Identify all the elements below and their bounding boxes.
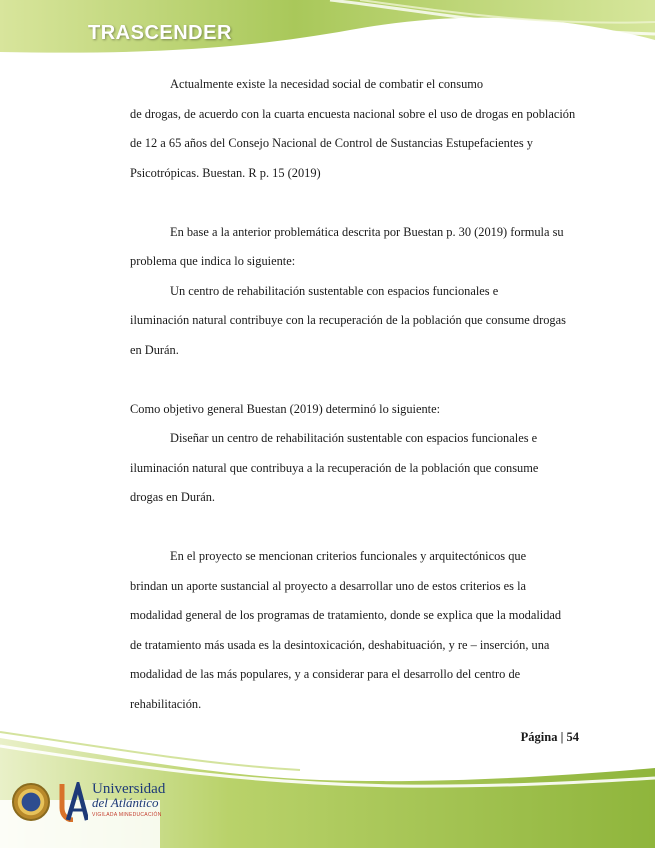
university-line-3: VIGILADA MINEDUCACIÓN [92,811,162,818]
paragraph-1 [130,70,579,188]
paragraph-line: rehabilitación. [130,696,202,711]
paragraph-line: brindan un aporte sustancial al proyecto a desarrollar uno de estos criterios es la [130,578,527,593]
paragraph-line: modalidad general de los programas de tratamiento, donde se explica que la modalidad [130,608,562,622]
paragraph-line: Actualmente existe la necesidad social de combatir el consumo [170,77,484,91]
paragraph-6 [130,542,579,719]
paragraph-line: drogas en Durán. [130,490,215,504]
paragraph-line: modalidad de las más populares, y a considerar para el desarrollo del centro de [130,667,521,681]
paragraph-line: de tratamiento más usada es la desintoxicación, deshabituación, y re – inserción, una [130,637,550,652]
paragraph-line: Psicotrópicas. Buestan. R p. 15 (2019) [130,165,321,180]
paragraph-line: En el proyecto se mencionan criterios funcionales y arquitectónicos que [170,549,527,563]
footer-logos [12,782,165,822]
paragraph-line: iluminación natural que contribuya a la recuperación de la población que consume [130,460,539,475]
paragraph-4 [130,395,579,425]
paragraph-line: problema que indica lo siguiente: [130,254,296,268]
paragraph-line: de 12 a 65 años del Consejo Nacional de Control de Sustancias Estupefacientes y [130,136,533,150]
paragraph-2 [130,218,579,277]
university-line-2: del Atlántico [92,794,159,810]
university-seal-icon [12,783,50,821]
paragraph-line: de drogas, de acuerdo con la cuarta encuesta nacional sobre el uso de drogas en población [130,106,576,121]
paragraph-5 [130,424,579,513]
paragraph-line: Como objetivo general Buestan (2019) determinó lo siguiente: [130,401,441,416]
paragraph-line: en Durán. [130,342,179,357]
paragraph-3 [130,277,579,366]
paragraph-line: Diseñar un centro de rehabilitación sustentable con espacios funcionales e [170,431,538,445]
university-name [92,780,166,822]
page-number: Página | 54 [520,730,579,744]
ua-logo-icon [58,782,88,822]
document-body [130,70,579,719]
university-line-1: Universidad [92,780,166,797]
paragraph-line: En base a la anterior problemática descrita por Buestan p. 30 (2019) formula su [170,224,564,239]
brand-title: TRASCENDER [88,22,232,44]
paragraph-line: iluminación natural contribuye con la recuperación de la población que consume drogas [130,313,566,327]
paragraph-line: Un centro de rehabilitación sustentable con espacios funcionales e [170,283,499,298]
